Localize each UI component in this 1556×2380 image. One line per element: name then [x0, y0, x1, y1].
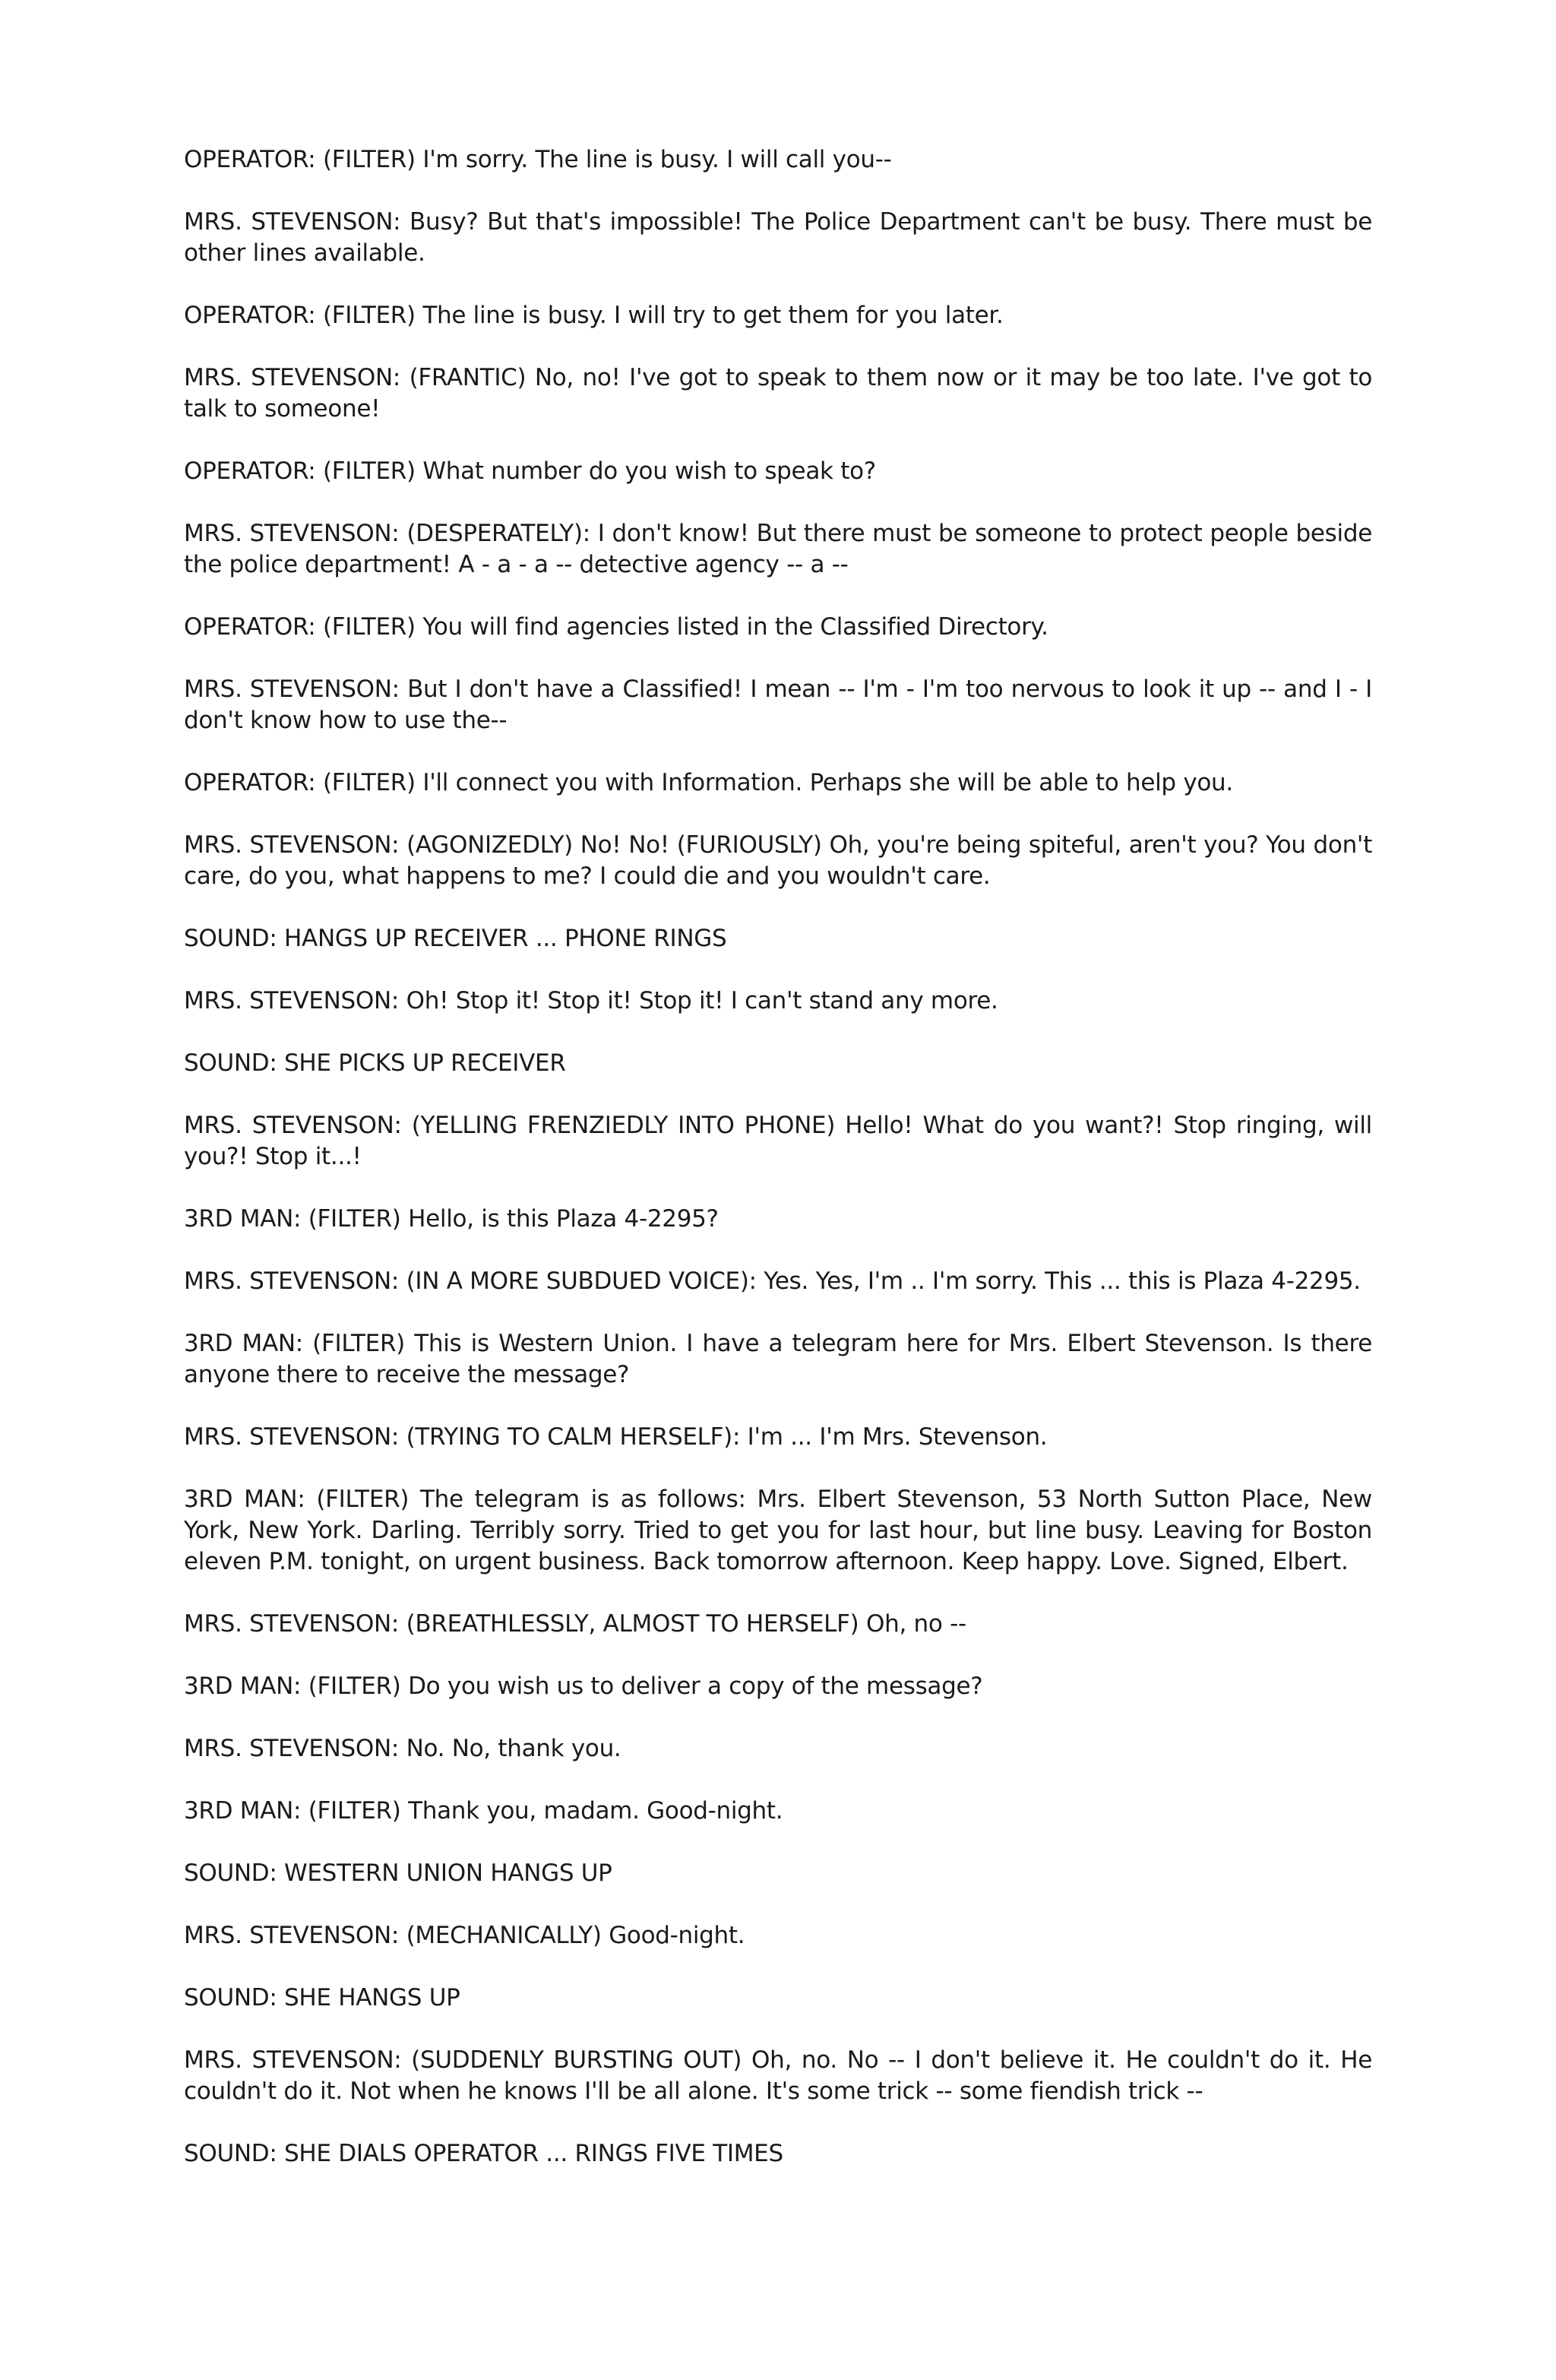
dialogue-line: MRS. STEVENSON: (MECHANICALLY) Good-night. [184, 1922, 745, 1949]
dialogue-line: OPERATOR: (FILTER) What number do you wish to speak to? [184, 457, 876, 485]
dialogue-line: 3RD MAN: (FILTER) Thank you, madam. Good-night. [184, 1797, 783, 1825]
script-page [184, 0, 1372, 2380]
sound-cue: SOUND: SHE DIALS OPERATOR ... RINGS FIVE TIMES [184, 2140, 783, 2167]
dialogue-line: 3RD MAN: (FILTER) The telegram is as follows: Mrs. Elbert Stevenson, 53 North Sutton Place, New York, New York. Darling. Terribly sorry. Tried to get you for last hour, but line busy. Leaving for Boston eleven P.M. tonight, on urgent business. Back tomorrow afternoon. Keep happy. Love. Signed, Elbert. [184, 1486, 1372, 1575]
dialogue-line: MRS. STEVENSON: (IN A MORE SUBDUED VOICE): Yes. Yes, I'm .. I'm sorry. This ... this is Plaza 4-2295. [184, 1268, 1361, 1295]
dialogue-line: MRS. STEVENSON: Busy? But that's impossible! The Police Department can't be busy. There must be other lines available. [184, 208, 1372, 267]
sound-cue: SOUND: WESTERN UNION HANGS UP [184, 1859, 612, 1887]
dialogue-line: MRS. STEVENSON: (SUDDENLY BURSTING OUT) Oh, no. No -- I don't believe it. He couldn't do it. He couldn't do it. Not when he knows I'll be all alone. It's some trick -- some fiendish trick -- [184, 2046, 1372, 2105]
sound-cue: SOUND: SHE PICKS UP RECEIVER [184, 1049, 566, 1077]
dialogue-line: OPERATOR: (FILTER) I'm sorry. The line is busy. I will call you-- [184, 146, 892, 173]
dialogue-line: OPERATOR: (FILTER) I'll connect you with Information. Perhaps she will be able to help you. [184, 769, 1233, 796]
dialogue-line: 3RD MAN: (FILTER) Do you wish us to deliver a copy of the message? [184, 1673, 983, 1700]
dialogue-line: MRS. STEVENSON: (BREATHLESSLY, ALMOST TO HERSELF) Oh, no -- [184, 1610, 966, 1638]
dialogue-line: MRS. STEVENSON: But I don't have a Classified! I mean -- I'm - I'm too nervous to look it up -- and I - I don't know how to use the-- [184, 676, 1372, 734]
dialogue-line: OPERATOR: (FILTER) The line is busy. I will try to get them for you later. [184, 302, 1004, 329]
dialogue-line: MRS. STEVENSON: (DESPERATELY): I don't know! But there must be someone to protect people beside the police department! A - a - a -- detective agency -- a -- [184, 520, 1372, 578]
dialogue-line: MRS. STEVENSON: (FRANTIC) No, no! I've got to speak to them now or it may be too late. I've got to talk to someone! [184, 364, 1372, 423]
dialogue-line: MRS. STEVENSON: Oh! Stop it! Stop it! Stop it! I can't stand any more. [184, 987, 998, 1014]
dialogue-line: 3RD MAN: (FILTER) Hello, is this Plaza 4-2295? [184, 1205, 719, 1233]
dialogue-line: MRS. STEVENSON: (AGONIZEDLY) No! No! (FURIOUSLY) Oh, you're being spiteful, aren't you? You don't care, do you, what happens to me? I could die and you wouldn't care. [184, 831, 1372, 890]
dialogue-line: 3RD MAN: (FILTER) This is Western Union. I have a telegram here for Mrs. Elbert Stevenson. Is there anyone there to receive the message? [184, 1330, 1372, 1388]
dialogue-line: OPERATOR: (FILTER) You will find agencies listed in the Classified Directory. [184, 613, 1048, 641]
dialogue-line: MRS. STEVENSON: (TRYING TO CALM HERSELF): I'm ... I'm Mrs. Stevenson. [184, 1423, 1048, 1451]
sound-cue: SOUND: HANGS UP RECEIVER ... PHONE RINGS [184, 925, 727, 952]
dialogue-line: MRS. STEVENSON: No. No, thank you. [184, 1735, 621, 1762]
dialogue-line: MRS. STEVENSON: (YELLING FRENZIEDLY INTO PHONE) Hello! What do you want?! Stop ringing, will you?! Stop it...! [184, 1112, 1372, 1170]
sound-cue: SOUND: SHE HANGS UP [184, 1984, 460, 2011]
